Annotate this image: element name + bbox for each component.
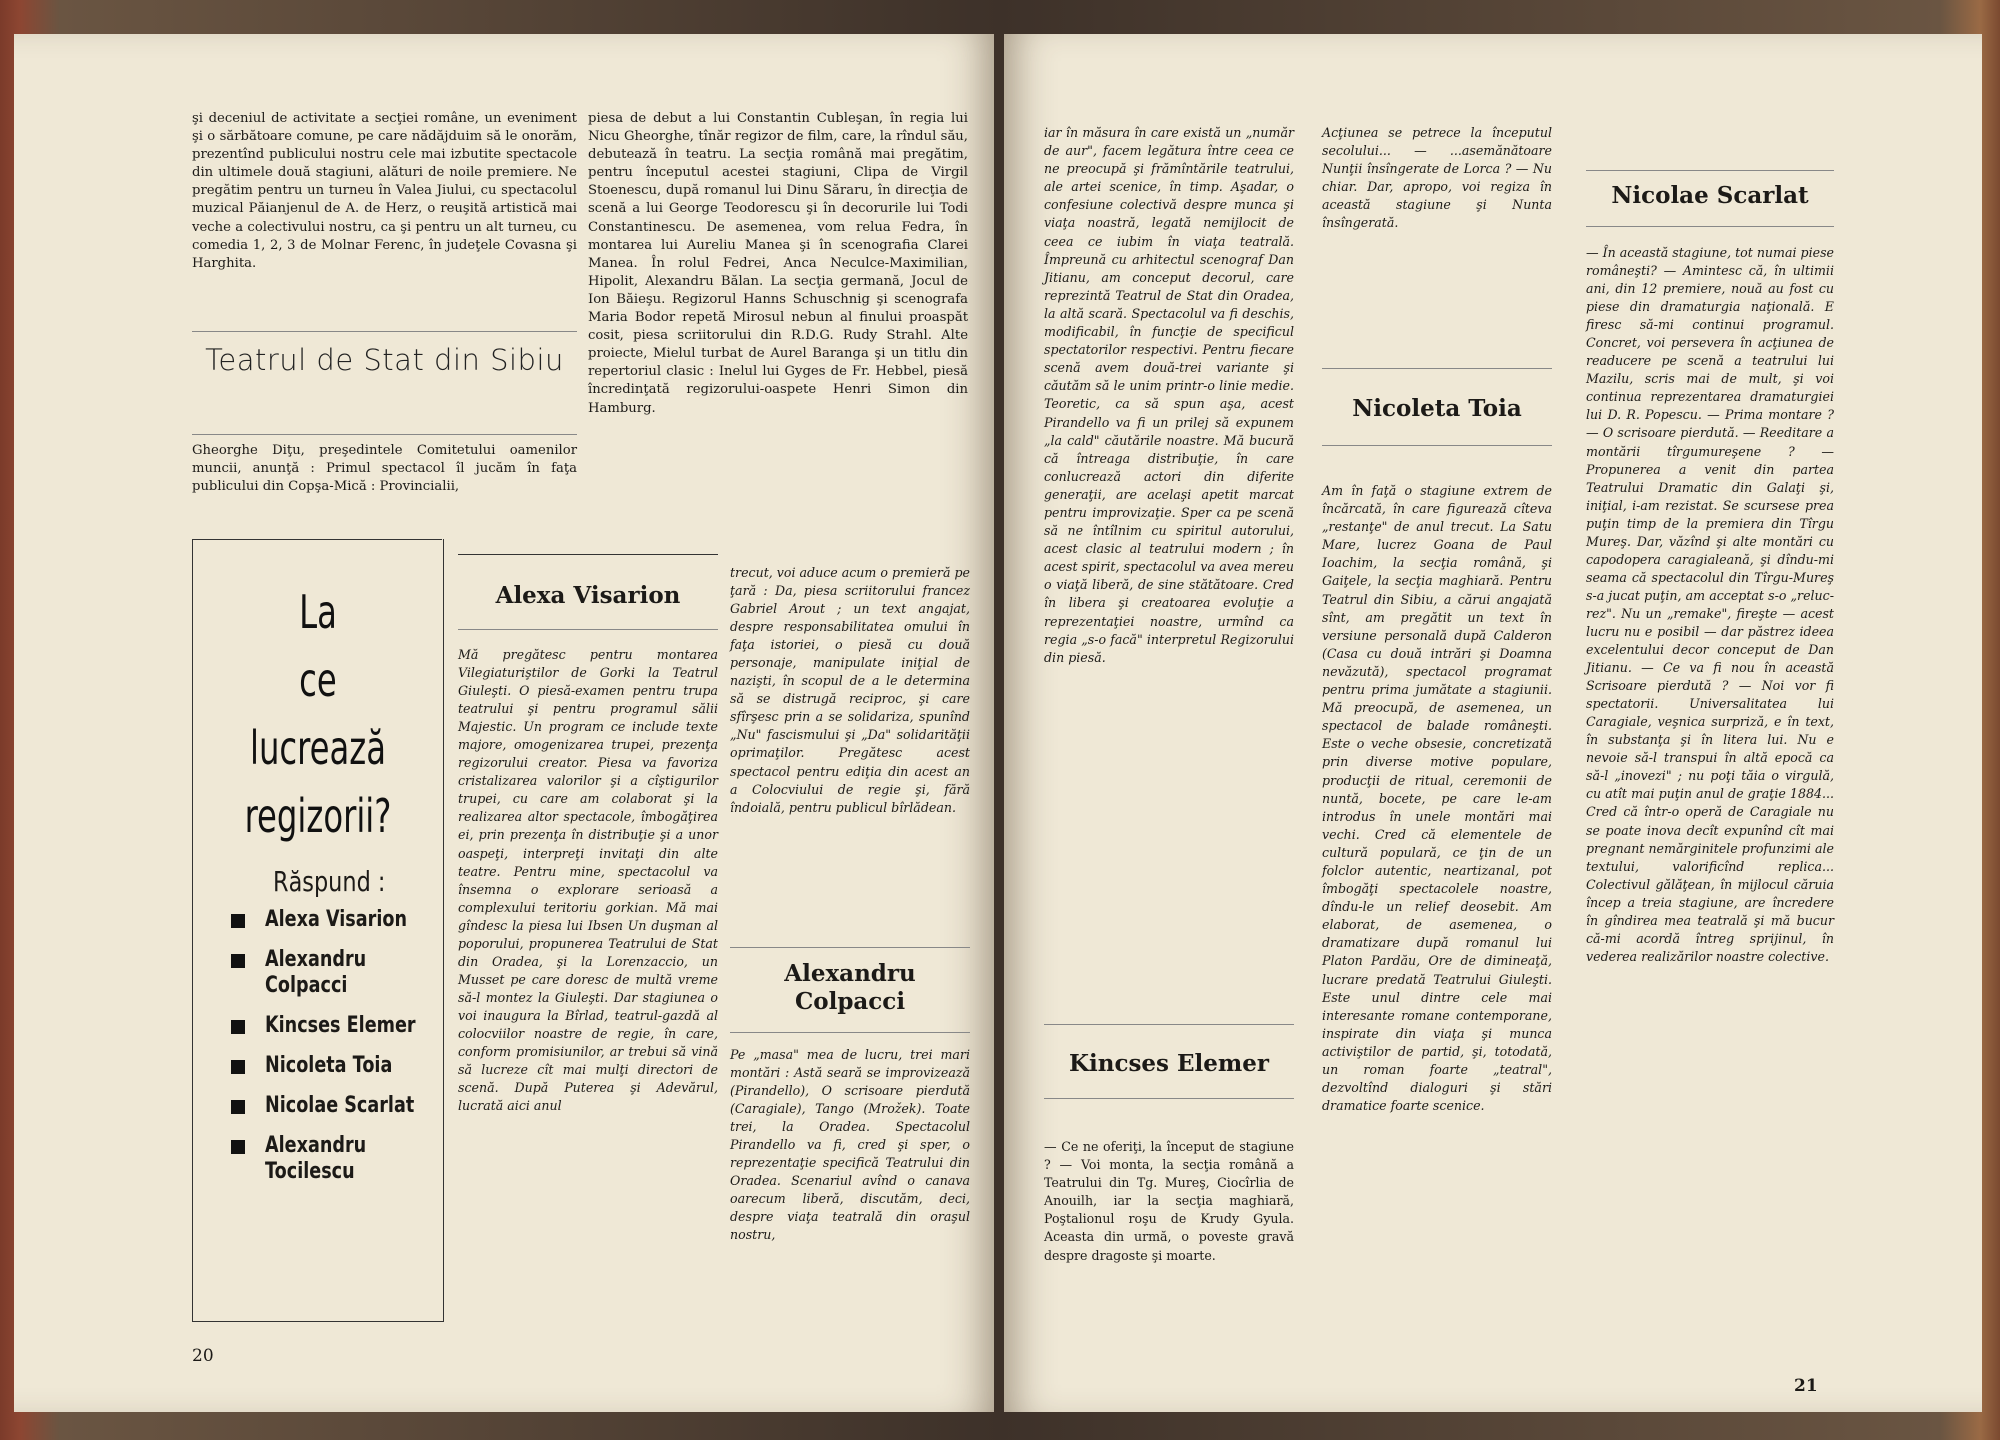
sibiu-program-column xyxy=(588,110,968,420)
respondent-item: Nicoleta Toia xyxy=(231,1053,431,1079)
reply-label: Răspund : xyxy=(273,865,386,898)
section-divider xyxy=(192,331,577,332)
article-rule xyxy=(1044,1098,1294,1099)
question-box xyxy=(192,539,444,1322)
respondent-item: Alexa Visarion xyxy=(231,907,431,933)
respondent-list xyxy=(231,907,431,1199)
scarlat-article: — În această stagiune, tot numai piese româneşti? — Amintesc că, în ultimii ani, din 12 premiere, nouă au fost cu piese din dramaturgia naţională. E firesc să-mi continui programul. Concret, voi persevera în acţiunea de readucere pe scenă a teatrului lui Mazilu, scris mai de mult, şi voi continua reprezentarea dramaturgiei lui D. R. Popescu. — Prima montare ? — O scrisoare pierdută. — Reeditare a montării tîrgumureşene ? — Propunerea a venit din partea Teatrului Dramatic din Galaţi şi, iniţial, i-am rezistat. Se scursese prea puţin timp de la premiera din Tîrgu Mureş. Dar, văzînd şi alte montări cu capodopera caragialeană, şi dîndu-mi seama că spectacolul din Tîrgu-Mureş s-a jucat puţin, am acceptat s-o „relucrez". Nu un „remake", fireşte — acest lucru nu e posibil — dar păstrez ideea excelentului decor conceput de Dan Jitianu. — Ce va fi nou în această Scrisoare pierdută ? — Noi vor fi spectatorii. Universalitatea lui Caragiale, veşnica surpriză, e în text, în substanţa şi în litera lui. Nu e nevoie să-l transpui în altă epocă ca să-l „inovezi" ; nu poţi tăia o virgulă, cu atît mai puţin anul de graţie 1884... Cred că într-o operă de Caragiale nu se poate inova decît expunînd cît mai pregnant nemărginitele profunzimi ale textului, valorificînd replica... Colectivul gălăţean, în mijlocul căruia încep a treia stagiune, are încredere în gîndirea mea teatrală şi mă bucur că-mi acordă întreg sprijinul, în vederea realizărilor noastre colective. xyxy=(1586,245,1834,964)
sibiu-intro-column xyxy=(192,110,577,275)
article-rule xyxy=(1322,368,1552,369)
article-rule xyxy=(1586,170,1834,171)
page-number: 20 xyxy=(192,1346,214,1366)
section-title: Teatrul de Stat din Sibiu xyxy=(205,343,564,377)
intro-text: şi deceniul de activitate a secţiei române, un eveniment şi o sărbătoare comune, pe care nădăjduim să le onorăm, prezentînd publicului nostru cele mai izbutite spectacole din ultimele două stagiuni, alături de noile premiere. Ne pregătim pentru un turneu în Valea Jiului, cu spectacolul muzical Păianjenul de A. de Herz, o reuşită artistică mai veche a colectivului nostru, ca şi pentru un alt turneu, cu comedia 1, 2, 3 de Molnar Ferenc, în judeţele Covasna şi Harghita. xyxy=(192,111,577,271)
respondent-item: Alexandru Tocilescu xyxy=(231,1133,431,1185)
toia-article: Am în faţă o stagiune extrem de încărcată, în care figurează cîteva „restanţe" de anul trecut. La Satu Mare, lucrez Goana de Paul Ioachim, la secţia română, şi Gaiţele, la secţia maghiară. Pentru Teatrul din Sibiu, a cărui angajată sînt, am pregătit un text în versiune personală după Calderon (Casa cu două intrări şi Doamna nevăzută), spectacol programat pentru prima jumătate a stagiunii. Mă preocupă, de asemenea, un spectacol de balade româneşti. Este o veche obsesie, concretizată prin diverse motive populare, producţii de ritual, ceremonii de nuntă, bocete, pe care le-am introdus în unele montări mai vechi. Cred că elementele de cultură populară, ce ţin de un folclor autentic, neartizanal, pot îmbogăţi spectacolele noastre, dîndu-le un relief deosebit. Am elaborat, de asemenea, o dramatizare după romanul lui Platon Pardău, Ore de dimineaţă, lucrare predată Teatrului Giuleşti. Este unul dintre cele mai interesante romane contemporane, inspirate din viaţa şi munca activiştilor de partid, şi, totodată, un roman foarte „teatral", dezvoltînd dialoguri şi stări dramatice foarte scenice. xyxy=(1322,483,1552,1114)
article-rule xyxy=(1044,1024,1294,1025)
left-page xyxy=(14,34,994,1412)
scarlat-heading: Nicolae Scarlat xyxy=(1611,182,1809,209)
toia-heading: Nicoleta Toia xyxy=(1352,395,1522,422)
bullet-icon xyxy=(231,1140,245,1154)
bullet-icon xyxy=(231,1100,245,1114)
respondent-item: Kincses Elemer xyxy=(231,1013,431,1039)
box-title-line: lucrează xyxy=(249,721,387,775)
section-divider xyxy=(192,434,577,435)
article-rule xyxy=(1586,226,1834,227)
box-title-line: regizorii? xyxy=(244,789,392,843)
box-title-line: La xyxy=(299,585,337,639)
article-rule xyxy=(730,1032,970,1033)
page-number: 21 xyxy=(1794,1376,1818,1396)
box-title-line: ce xyxy=(299,653,337,707)
article-rule xyxy=(458,629,718,630)
colpacci-heading: Alexandru Colpacci xyxy=(784,960,916,1015)
article-rule xyxy=(458,554,718,555)
respondent-item: Nicolae Scarlat xyxy=(231,1093,431,1119)
bullet-icon xyxy=(231,954,245,968)
respondent-item: Alexandru Colpacci xyxy=(231,947,431,999)
right-page xyxy=(1004,34,1982,1412)
sibiu-announcement: Gheorghe Diţu, preşedintele Comitetului oamenilor muncii, anunţă : Primul spectacol îl jucăm în faţa publicului din Copşa-Mică : Provincialii, xyxy=(192,443,577,495)
bullet-icon xyxy=(231,914,245,928)
colpacci-article: Pe „masa" mea de lucru, trei mari montări : Astă seară se improvizează (Pirandello), O scrisoare pierdută (Caragiale), Tango (Mrožek). Toate trei, la Oradea. Spectacolul Pirandello va fi, cred şi sper, o reprezentaţie specifică Teatrului din Oradea. Scenariul avînd o canava oarecum liberă, discutăm, deci, despre viaţa teatrală din oraşul nostru, xyxy=(730,1047,970,1243)
colpacci-continuation: iar în măsura în care există un „număr de aur", facem legătura între ceea ce ne preocupă şi frămîntările teatrului, ale artei scenice, în timp. Aşadar, o confesiune colectivă despre munca şi viaţa noastră, legată nemijlocit de ceea ce iubim în viaţa teatrală. Împreună cu arhitectul scenograf Dan Jitianu, am conceput decorul, care reprezintă Teatrul de Stat din Oradea, la altă scară. Spectacolul va fi deschis, modificabil, în funcţie de specificul spectatorilor respectivi. Pentru fiecare scenă avem două-trei variante şi căutăm să le unim printr-o linie medie. Teoretic, ca să spun aşa, acest Pirandello va fi un prilej să expunem „la cald" căutările noastre. Mă bucură că întreaga distribuţie, în care conlucrează actori din diferite generaţii, are acelaşi apetit marcat pentru improvizaţie. Sper ca pe scenă să ne întîlnim cu spiritul autorului, acest clasic al teatrului modern ; în acest spirit, spectacolul va avea mereu o viaţă liberă, de sine stătătoare. Cred în libera şi creatoarea evoluţie a reprezentaţiei noastre, urmînd ca regia „s-o facă" interpretul Regizorului din piesă. xyxy=(1044,125,1294,665)
article-rule xyxy=(730,947,970,948)
visarion-continuation: trecut, voi aduce acum o premieră pe ţară : Da, piesa scriitorului francez Gabriel Arout ; un text angajat, despre responsabilitatea omului în faţa istoriei, o piesă cu două personaje, manipulate iniţial de nazişti, în scopul de a le determina să se distrugă reciproc, şi care sfîrşesc prin a se solidariza, spunînd „Nu" fascismului şi „Da" solidarităţii oprimaţilor. Pregătesc acest spectacol pentru ediţia din acest an a Colocviului de regie şi, fără îndoială, pentru publicul bîrlădean. xyxy=(730,565,970,815)
article-rule xyxy=(1322,445,1552,446)
bullet-icon xyxy=(231,1060,245,1074)
kincses-heading: Kincses Elemer xyxy=(1069,1050,1269,1077)
visarion-article: Mă pregătesc pentru montarea Vilegiaturiştilor de Gorki la Teatrul Giuleşti. O piesă-examen pentru trupa teatrului şi pentru programul sălii Majestic. Un program ce include texte majore, omogenizarea trupei, prezenţa regizorului creator. Piesa va favoriza cristalizarea valorilor şi a cîştigurilor trupei, cu care am colaborat şi la realizarea altor spectacole, îmbogăţirea ei, prin prezenţa în distribuţie şi a unor oaspeţi, interpreţi invitaţi din alte teatre. Pentru mine, spectacolul va însemna o explorare serioasă a complexului teritoriu gorkian. Mă mai gîndesc la piesa lui Ibsen Un duşman al poporului, propunerea Teatrului de Stat din Oradea, şi la Lorenzaccio, un Musset pe care doresc de multă vreme să-l montez la Giuleşti. Dar stagiunea o voi inaugura la Bîrlad, teatrul-gazdă al colocviilor noastre de regie, în care, conform promisiunilor, ar trebui să vină să lucreze cît mai mulţi directori de scenă. După Puterea şi Adevărul, lucrată aici anul xyxy=(458,647,718,1114)
kincses-article: — Ce ne oferiţi, la început de stagiune ? — Voi monta, la secţia română a Teatrului din Tg. Mureş, Ciocîrlia de Anouilh, iar la secţia maghiară, Poştalionul roşu de Krudy Gyula. Aceasta din urmă, o poveste gravă despre dragoste şi moarte. xyxy=(1044,1139,1294,1263)
program-text: piesa de debut a lui Constantin Cubleşan, în regia lui Nicu Gheorghe, tînăr regizor de film, care, la rîndul său, debutează în teatru. La secţia română mai pregătim, pentru începutul acestei stagiuni, Clipa de Virgil Stoenescu, după romanul lui Dinu Săraru, în direcţia de scenă a lui George Teodorescu şi în decorurile lui Todi Constantinescu. De asemenea, vom relua Fedra, în montarea lui Aureliu Manea şi în scenografia Clarei Manea. În rolul Fedrei, Anca Neculce-Maximilian, Hipolit, Alexandru Bălan. La secţia germană, Jocul de Ion Băieşu. Regizorul Hanns Schuschnig şi scenografa Maria Bodor repetă Mirosul nebun al finului proaspăt cosit, piesa scriitorului din R.D.G. Rudy Strahl. Alte proiecte, Mielul turbat de Aurel Baranga şi un titlu din repertoriul clasic : Inelul lui Gyges de Fr. Hebbel, piesă încredinţată regizorului-oaspete Henri Simon din Hamburg. xyxy=(588,111,968,416)
kincses-continuation: Acţiunea se petrece la începutul secolului... — ...asemănătoare Nunţii însîngerate de Lorca ? — Nu chiar. Dar, apropo, voi regiza în această stagiune şi Nunta însîngerată. xyxy=(1322,125,1552,231)
visarion-heading: Alexa Visarion xyxy=(495,582,681,609)
bullet-icon xyxy=(231,1020,245,1034)
